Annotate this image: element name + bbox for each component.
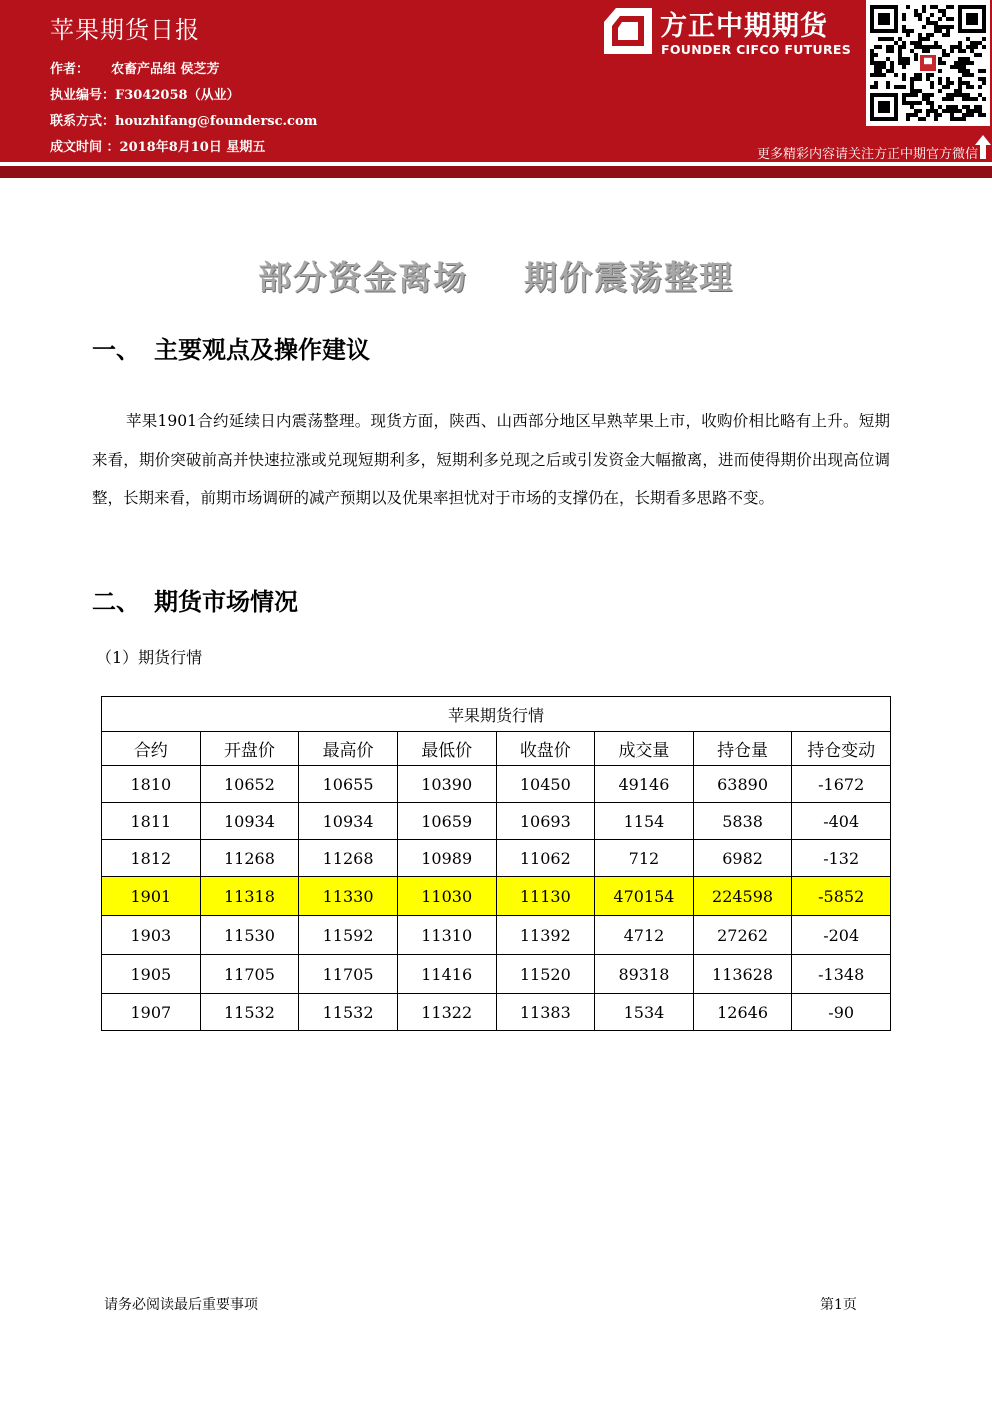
table-cell: 5838 [693, 803, 792, 840]
table-cell: 11268 [200, 840, 299, 877]
document-title [0, 252, 992, 299]
table-cell: -1672 [792, 766, 891, 803]
table-cell: 11532 [200, 994, 299, 1031]
table-cell: -1348 [792, 955, 891, 994]
table-cell: -5852 [792, 877, 891, 916]
contact-label: 联系方式： [50, 114, 116, 129]
table-cell: 11416 [397, 955, 496, 994]
table-cell: -204 [792, 916, 891, 955]
table-cell: 11330 [299, 877, 398, 916]
table-cell: 712 [595, 840, 694, 877]
table-cell: 11310 [397, 916, 496, 955]
header-cell: 持仓量 [693, 732, 792, 766]
header-cell: 最高价 [299, 732, 398, 766]
table-cell: 1903 [102, 916, 201, 955]
table-cell: 1534 [595, 994, 694, 1031]
section-heading-1 [92, 330, 370, 365]
license-value: F3042058（从业） [115, 88, 240, 103]
date-value: 2018年8月10日 星期五 [119, 140, 266, 155]
wechat-qr-code [866, 0, 990, 126]
table-cell: 1812 [102, 840, 201, 877]
title-part-1: 部分资金离场 [258, 258, 468, 297]
table-cell: 49146 [595, 766, 694, 803]
table-cell: 470154 [595, 877, 694, 916]
logo-english-name: FOUNDER CIFCO FUTURES [661, 42, 852, 57]
header-cell: 收盘价 [496, 732, 595, 766]
header-cell: 持仓变动 [792, 732, 891, 766]
table-cell: 11392 [496, 916, 595, 955]
table-cell: -404 [792, 803, 891, 840]
table-cell: 89318 [595, 955, 694, 994]
table-cell: 1901 [102, 877, 201, 916]
table-row [102, 766, 891, 803]
table-cell: 1810 [102, 766, 201, 803]
table-cell: 1811 [102, 803, 201, 840]
table-cell: 12646 [693, 994, 792, 1031]
table-cell: 1905 [102, 955, 201, 994]
table-cell: 10989 [397, 840, 496, 877]
section-number-1: 一、 [92, 336, 140, 364]
header-cell: 成交量 [595, 732, 694, 766]
table-caption: 苹果期货行情 [102, 697, 891, 732]
table-cell: 6982 [693, 840, 792, 877]
wechat-follow-note: 更多精彩内容请关注方正中期官方微信 [756, 147, 978, 162]
table-cell: 1907 [102, 994, 201, 1031]
table-cell: 11383 [496, 994, 595, 1031]
author-line [50, 58, 220, 77]
table-cell: 11030 [397, 877, 496, 916]
table-header-row [102, 732, 891, 766]
report-header [0, 0, 992, 162]
author-label: 作者： [50, 62, 90, 77]
table-caption-row [102, 697, 891, 732]
table-cell: -132 [792, 840, 891, 877]
section-title-1: 主要观点及操作建议 [154, 336, 370, 364]
table-cell: 224598 [693, 877, 792, 916]
table-row [102, 877, 891, 916]
contact-line [50, 110, 317, 129]
table-cell: 10655 [299, 766, 398, 803]
table-row [102, 955, 891, 994]
section-number-2: 二、 [92, 588, 140, 616]
table-row [102, 840, 891, 877]
page-number: 第1页 [820, 1297, 857, 1313]
table-cell: 27262 [693, 916, 792, 955]
author-value: 农畜产品组 侯芝芳 [111, 62, 220, 77]
table-cell: 11530 [200, 916, 299, 955]
table-cell: 4712 [595, 916, 694, 955]
company-logo [602, 4, 862, 62]
contact-value[interactable]: houzhifang@foundersc.com [115, 114, 318, 129]
main-view-paragraph: 苹果1901合约延续日内震荡整理。现货方面，陕西、山西部分地区早熟苹果上市，收购价相比略有上升。短期来看，期价突破前高并快速拉涨或兑现短期利多，短期利多兑现之后或引发资金大幅撤离，进而使得期价出现高位调整，长期来看，前期市场调研的减产预期以及优果率担忧对于市场的支撑仍在，长期看多思路不变。 [92, 412, 890, 508]
header-divider-dark [0, 166, 992, 178]
table-cell: 11532 [299, 994, 398, 1031]
table-cell: 11705 [200, 955, 299, 994]
table-row [102, 803, 891, 840]
header-cell: 合约 [102, 732, 201, 766]
header-cell: 开盘价 [200, 732, 299, 766]
table-cell: 1154 [595, 803, 694, 840]
header-cell: 最低价 [397, 732, 496, 766]
license-line [50, 84, 240, 103]
license-label: 执业编号： [50, 88, 116, 103]
table-cell: 10934 [200, 803, 299, 840]
founder-logo-icon [602, 6, 654, 56]
table-cell: -90 [792, 994, 891, 1031]
table-row [102, 916, 891, 955]
report-title: 苹果期货日报 [50, 16, 200, 44]
table-cell: 10652 [200, 766, 299, 803]
up-arrow-icon [974, 134, 992, 160]
table-row [102, 994, 891, 1031]
table-cell: 11062 [496, 840, 595, 877]
table-cell: 11318 [200, 877, 299, 916]
section-heading-2 [92, 582, 298, 617]
subsection-heading: （1）期货行情 [96, 648, 203, 667]
table-cell: 11520 [496, 955, 595, 994]
table-cell: 63890 [693, 766, 792, 803]
section-title-2: 期货市场情况 [154, 588, 298, 616]
table-cell: 10450 [496, 766, 595, 803]
table-cell: 113628 [693, 955, 792, 994]
title-part-2: 期价震荡整理 [524, 258, 734, 297]
table-cell: 10693 [496, 803, 595, 840]
table-cell: 11592 [299, 916, 398, 955]
footer-disclaimer-note: 请务必阅读最后重要事项 [104, 1297, 258, 1313]
date-label: 成文时间 ： [50, 140, 120, 155]
logo-chinese-name: 方正中期期货 [660, 11, 828, 42]
table-cell: 10390 [397, 766, 496, 803]
table-cell: 11130 [496, 877, 595, 916]
table-cell: 11268 [299, 840, 398, 877]
futures-quote-table [101, 696, 891, 1031]
table-cell: 11705 [299, 955, 398, 994]
table-cell: 10934 [299, 803, 398, 840]
table-cell: 11322 [397, 994, 496, 1031]
date-line [50, 136, 265, 155]
table-cell: 10659 [397, 803, 496, 840]
